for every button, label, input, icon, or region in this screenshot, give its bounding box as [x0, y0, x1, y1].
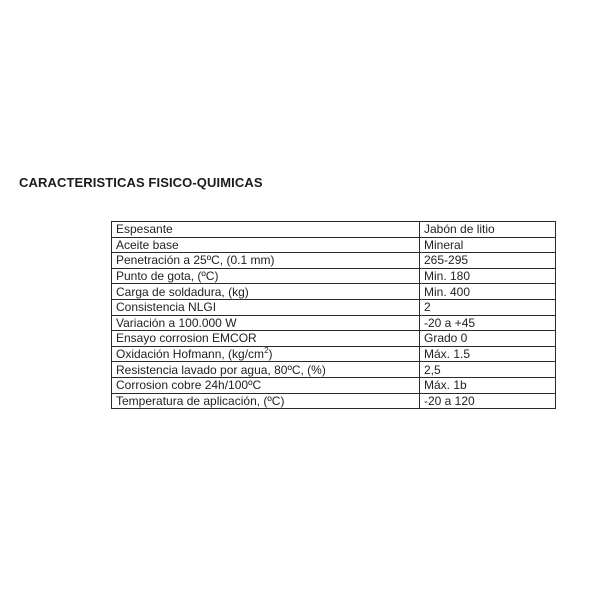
property-cell: Resistencia lavado por agua, 80ºC, (%) [112, 362, 420, 378]
table-row [112, 331, 556, 347]
property-text: Oxidación Hofmann, (kg/cm [116, 347, 265, 362]
value-cell: -20 a +45 [420, 315, 556, 331]
value-cell: Grado 0 [420, 331, 556, 347]
section-heading: CARACTERISTICAS FISICO-QUIMICAS [19, 175, 263, 190]
table-row [112, 222, 556, 238]
property-cell: Consistencia NLGI [112, 299, 420, 315]
table-row [112, 362, 556, 378]
property-cell: Corrosion cobre 24h/100ºC [112, 377, 420, 393]
property-cell: Espesante [112, 222, 420, 238]
table-row [112, 346, 556, 362]
property-cell: Temperatura de aplicación, (ºC) [112, 393, 420, 409]
property-cell: Penetración a 25ºC, (0.1 mm) [112, 253, 420, 269]
value-cell: Máx. 1b [420, 377, 556, 393]
value-cell: Min. 180 [420, 268, 556, 284]
table-row [112, 268, 556, 284]
value-cell: 2 [420, 299, 556, 315]
properties-table [111, 221, 556, 409]
property-cell: Variación a 100.000 W [112, 315, 420, 331]
value-cell: 2,5 [420, 362, 556, 378]
value-cell: Máx. 1.5 [420, 346, 556, 362]
property-cell: Punto de gota, (ºC) [112, 268, 420, 284]
value-cell: 265-295 [420, 253, 556, 269]
value-cell: Mineral [420, 237, 556, 253]
property-cell [112, 346, 420, 362]
property-text-end: ) [268, 347, 273, 362]
property-cell: Ensayo corrosion EMCOR [112, 331, 420, 347]
value-cell: -20 a 120 [420, 393, 556, 409]
value-cell: Jabón de litio [420, 222, 556, 238]
table-row [112, 315, 556, 331]
property-cell: Aceite base [112, 237, 420, 253]
table-row [112, 284, 556, 300]
table-row [112, 253, 556, 269]
value-cell: Min. 400 [420, 284, 556, 300]
superscript: 2 [264, 346, 269, 356]
table-row [112, 237, 556, 253]
table-row [112, 393, 556, 409]
property-cell: Carga de soldadura, (kg) [112, 284, 420, 300]
table-row [112, 299, 556, 315]
table-row [112, 377, 556, 393]
